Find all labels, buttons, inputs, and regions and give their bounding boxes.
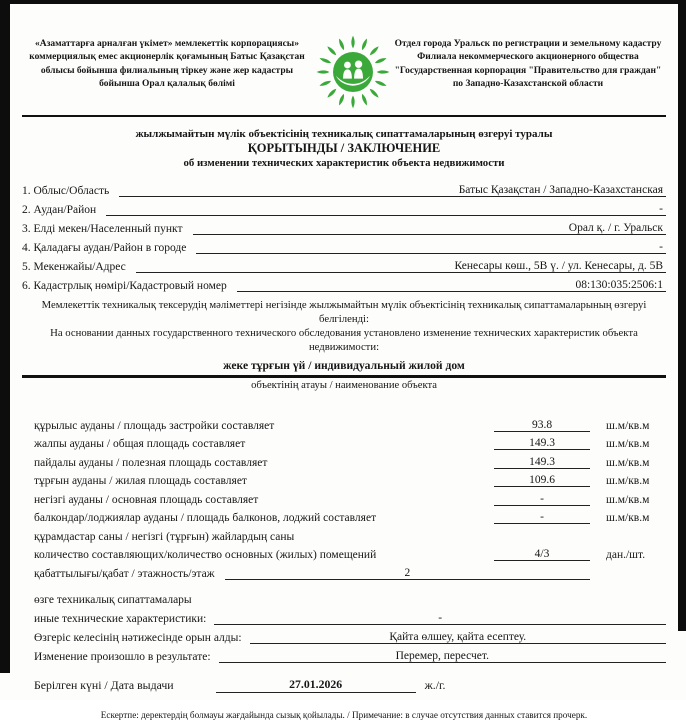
scan-edge-right — [678, 0, 686, 631]
issue-date-label: Берілген күні / Дата выдачи — [34, 678, 174, 693]
field-row-oblast — [22, 178, 666, 197]
change-value-kazakh: Қайта өлшеу, қайта есептеу. — [250, 631, 666, 644]
field-label: 6. Кадастрлық нөмірі/Кадастровый номер — [22, 280, 227, 292]
issue-date-value: 27.01.2026 — [216, 677, 416, 693]
document-title — [22, 128, 666, 169]
header-divider — [22, 115, 666, 117]
measurement-unit: ш.м/кв.м — [606, 475, 650, 488]
document-body — [22, 34, 666, 720]
field-row-address — [22, 254, 666, 273]
field-label: 4. Қаладағы аудан/Район в городе — [22, 242, 187, 254]
other-label-russian: иные технические характеристики: — [34, 613, 207, 626]
measurement-value: - — [494, 511, 590, 524]
measurement-label: құрылыс ауданы / площадь застройки составляет — [34, 419, 275, 432]
org-name-kazakh: «Азаматтарға арналған үкімет» мемлекеттік корпорациясы» коммерциялық емес акционерлік қоғамының Батыс Қазақстан облысы бойынша филиалының тіркеу және жер кадастры бойынша Орал қалалық бөлімі — [29, 39, 305, 90]
scan-edge-top — [0, 0, 686, 4]
components-unit: дан./шт. — [606, 549, 646, 562]
field-label: 3. Елді мекен/Населенный пункт — [22, 223, 183, 235]
measurement-value: 109.6 — [494, 474, 590, 487]
field-row-cadastral-number — [22, 273, 666, 292]
measurement-label: жалпы ауданы / общая площадь составляет — [34, 438, 246, 451]
components-label-russian: количество составляющих/количество основных (жилых) помещений — [34, 549, 377, 562]
title-main: ҚОРЫТЫНДЫ / ЗАКЛЮЧЕНИЕ — [247, 141, 441, 155]
components-row — [34, 543, 666, 562]
sun-family-logo-icon — [316, 34, 390, 110]
footnote: Ескертпе: деректердің болмауы жағдайында сызық қойылады. / Примечание: в случае отсутствия данных ставится прочерк. — [100, 710, 588, 720]
change-row-russian — [34, 644, 666, 663]
measurement-label: пайдалы ауданы / полезная площадь составляет — [34, 456, 268, 469]
scan-edge-left — [0, 0, 10, 673]
change-label-russian: Изменение произошло в результате: — [34, 651, 211, 664]
floors-label: қабаттылығы/қабат / этажность/этаж — [34, 567, 215, 580]
org-name-russian: Отдел города Уральск по регистрации и земельному кадастру Филиала некоммерческого акционерного общества "Государственная корпорация "Правительство для граждан" по Западно-Казахстанской области — [394, 39, 662, 90]
change-row-kazakh — [34, 625, 666, 644]
field-value: Орал қ. / г. Уральск — [193, 222, 666, 235]
measurement-row — [34, 506, 666, 525]
basis-russian: На основании данных государственного технического обследования установлено изменение технических характеристик объекта недвижимости: — [50, 326, 638, 353]
measurement-row — [34, 469, 666, 488]
object-name-caption: объектінің атауы / наименование объекта — [251, 379, 437, 391]
title-russian: об изменении технических характеристик объекта недвижимости — [183, 157, 505, 169]
letterhead — [22, 34, 666, 110]
measurement-row — [34, 432, 666, 451]
measurement-value: 149.3 — [494, 456, 590, 469]
object-name: жеке тұрғын үй / индивидуальный жилой дом — [223, 358, 465, 372]
measurements-table — [22, 413, 666, 580]
field-row-city-district — [22, 235, 666, 254]
measurement-label: тұрғын ауданы / жилая площадь составляет — [34, 475, 247, 488]
field-label: 1. Облыс/Область — [22, 185, 110, 197]
components-value: 4/3 — [494, 548, 590, 561]
change-value-russian: Перемер, пересчет. — [219, 650, 666, 663]
measurement-value: 93.8 — [494, 419, 590, 432]
field-label: 2. Аудан/Район — [22, 204, 97, 216]
measurement-label: негізгі ауданы / основная площадь составляет — [34, 493, 259, 506]
field-row-raion — [22, 197, 666, 216]
field-value: - — [106, 203, 666, 216]
title-kazakh: жылжымайтын мүлік объектісінің техникалық сипаттамаларының өзгеруі туралы — [135, 128, 553, 140]
government-for-citizens-logo — [316, 34, 390, 110]
measurement-unit: ш.м/кв.м — [606, 512, 650, 525]
measurement-value: - — [494, 493, 590, 506]
measurement-value: 149.3 — [494, 437, 590, 450]
field-value: - — [196, 241, 666, 254]
measurement-unit: ш.м/кв.м — [606, 493, 650, 506]
other-row — [34, 606, 666, 625]
measurement-unit: ш.м/кв.м — [606, 419, 650, 432]
measurement-row — [34, 413, 666, 432]
floors-row — [34, 561, 666, 580]
other-characteristics — [22, 588, 666, 664]
components-label-kazakh: құрамдастар саны / негізгі (тұрғын) жайлардың саны — [34, 530, 295, 543]
object-name-divider — [22, 375, 666, 378]
floors-value: 2 — [225, 567, 590, 580]
location-fields — [22, 178, 666, 292]
issue-date-suffix: ж./г. — [424, 678, 446, 693]
other-value: - — [214, 612, 666, 625]
issue-date-row — [22, 677, 666, 693]
measurement-label: балкондар/лоджиялар ауданы / площадь балконов, лоджий составляет — [34, 512, 377, 525]
measurement-row — [34, 487, 666, 506]
change-label-kazakh: Өзгеріс келесінің нәтижесінде орын алды: — [34, 632, 242, 645]
field-value: 08:130:035:2506:1 — [237, 279, 666, 292]
field-row-settlement — [22, 216, 666, 235]
measurement-row — [34, 450, 666, 469]
field-value: Кенесары көш., 5В ү. / ул. Кенесары, д. 5В — [136, 260, 666, 273]
measurement-unit: ш.м/кв.м — [606, 456, 650, 469]
other-label-kazakh: өзге техникалық сипаттамалары — [34, 594, 192, 607]
field-label: 5. Мекенжайы/Адрес — [22, 261, 126, 273]
basis-paragraph — [22, 299, 666, 392]
measurement-unit: ш.м/кв.м — [606, 438, 650, 451]
basis-kazakh: Мемлекеттік техникалық тексерудің мәліметтері негізінде жылжымайтын мүлік объектісінің техникалық сипаттамаларының өзгеруі белгіленді: — [41, 299, 647, 325]
field-value: Батыс Қазақстан / Западно-Казахстанская — [119, 184, 666, 197]
